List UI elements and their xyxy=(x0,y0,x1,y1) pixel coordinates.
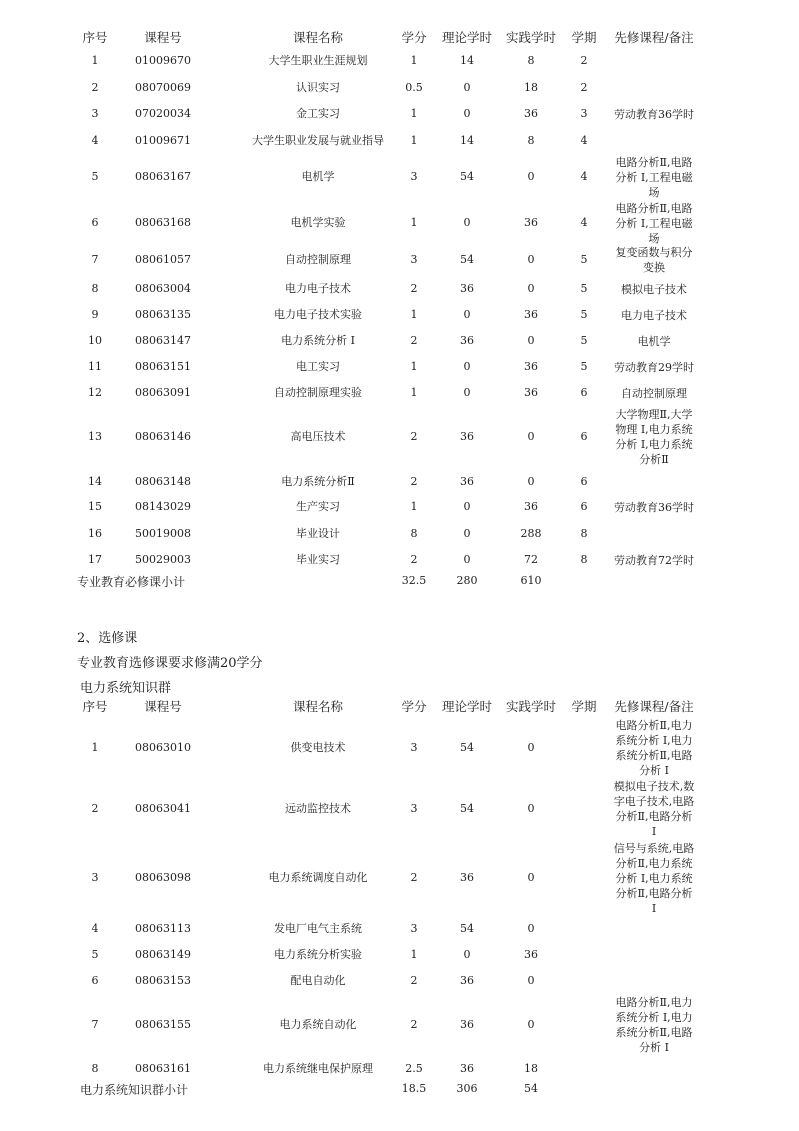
required-cell-credit: 1 xyxy=(410,54,418,67)
elective-header-0: 序号 xyxy=(82,699,108,714)
required-cell-theory: 0 xyxy=(463,107,471,120)
required-cell-practice: 8 xyxy=(527,54,535,67)
required-cell-code: 50019008 xyxy=(135,527,191,540)
required-cell-practice: 0 xyxy=(527,170,535,183)
required-cell-term: 5 xyxy=(580,334,588,347)
elective-cell-code: 08063098 xyxy=(135,871,191,884)
required-cell-no: 1 xyxy=(91,54,99,67)
required-cell-note xyxy=(604,334,704,349)
elective-cell-theory: 54 xyxy=(460,922,474,935)
note-line: 电路分析Ⅱ,电路 xyxy=(615,201,693,215)
note-line: 字电子技术,电路 xyxy=(613,795,695,808)
elective-cell-no: 5 xyxy=(91,948,99,961)
elective-cell-name: 电力系统调度自动化 xyxy=(268,871,368,884)
required-cell-practice: 36 xyxy=(524,360,538,373)
required-cell-name: 自动控制原理 xyxy=(285,253,351,266)
note-line: 分析Ⅱ,电力系统 xyxy=(615,856,693,870)
note-line: 物理 Ⅰ,电力系统 xyxy=(615,423,693,436)
required-cell-term: 8 xyxy=(580,553,588,566)
elective-cell-theory: 36 xyxy=(460,871,474,884)
required-cell-credit: 2 xyxy=(410,553,418,566)
elective-cell-credit: 3 xyxy=(410,741,418,754)
required-header-7: 先修课程/备注 xyxy=(614,30,694,45)
required-cell-name: 电机学 xyxy=(301,170,335,183)
required-cell-credit: 8 xyxy=(410,527,418,540)
required-cell-name: 认识实习 xyxy=(296,81,340,94)
required-cell-credit: 2 xyxy=(410,430,418,443)
note-line: 分析Ⅱ,电路分析 xyxy=(615,810,693,823)
required-cell-practice: 72 xyxy=(524,553,538,566)
note-line: 分析 Ⅰ,电力系统 xyxy=(615,871,693,885)
required-cell-code: 08063146 xyxy=(135,430,191,443)
required-cell-code: 07020034 xyxy=(135,107,191,120)
elective-cell-credit: 2.5 xyxy=(405,1062,423,1075)
required-cell-credit: 1 xyxy=(410,500,418,513)
elective-cell-name: 远动监控技术 xyxy=(285,802,351,815)
required-subtotal-practice: 610 xyxy=(520,574,542,587)
required-cell-no: 9 xyxy=(91,308,99,321)
elective-header-4: 理论学时 xyxy=(441,699,493,714)
elective-header-5: 实践学时 xyxy=(505,699,557,714)
elective-cell-note xyxy=(604,841,704,916)
elective-cell-code: 08063155 xyxy=(135,1018,191,1031)
required-cell-theory: 36 xyxy=(460,282,474,295)
elective-cell-theory: 0 xyxy=(463,948,471,961)
note-line: Ⅰ xyxy=(651,825,657,838)
required-cell-name: 电机学实验 xyxy=(290,216,346,229)
required-cell-term: 5 xyxy=(580,282,588,295)
required-cell-name: 毕业设计 xyxy=(296,527,340,540)
required-cell-no: 3 xyxy=(91,107,99,120)
required-cell-code: 08063135 xyxy=(135,308,191,321)
required-header-5: 实践学时 xyxy=(505,30,557,45)
required-cell-theory: 36 xyxy=(460,475,474,488)
note-line: 分析 Ⅰ,电力系统 xyxy=(615,438,693,451)
elective-cell-no: 8 xyxy=(91,1062,99,1075)
required-cell-credit: 0.5 xyxy=(405,81,423,94)
elective-subtotal-practice: 54 xyxy=(524,1082,538,1095)
required-cell-credit: 2 xyxy=(410,475,418,488)
required-cell-no: 4 xyxy=(91,134,99,147)
required-cell-credit: 2 xyxy=(410,282,418,295)
elective-cell-code: 08063010 xyxy=(135,741,191,754)
required-cell-note xyxy=(604,386,704,401)
required-cell-note xyxy=(604,308,704,323)
elective-cell-code: 08063149 xyxy=(135,948,191,961)
required-cell-code: 08143029 xyxy=(135,500,191,513)
note-line: 系统分析 Ⅰ,电力 xyxy=(615,1011,693,1024)
required-cell-code: 08063004 xyxy=(135,282,191,295)
elective-cell-name: 电力系统自动化 xyxy=(279,1018,357,1031)
required-cell-practice: 36 xyxy=(524,500,538,513)
note-line: 系统分析Ⅱ,电路 xyxy=(615,749,693,762)
note-line: 信号与系统,电路 xyxy=(613,841,695,855)
elective-cell-name: 供变电技术 xyxy=(290,741,346,754)
required-cell-theory: 14 xyxy=(460,54,474,67)
required-cell-code: 50029003 xyxy=(135,553,191,566)
elective-requirement: 专业教育选修课要求修满20学分 xyxy=(77,656,263,671)
required-cell-term: 6 xyxy=(580,475,588,488)
elective-cell-theory: 36 xyxy=(460,1018,474,1031)
required-cell-theory: 0 xyxy=(463,216,471,229)
elective-cell-practice: 0 xyxy=(527,922,535,935)
elective-cell-no: 2 xyxy=(91,802,99,815)
required-cell-name: 电工实习 xyxy=(296,360,340,373)
note-line: 电路分析Ⅱ,电力 xyxy=(615,719,693,732)
note-line: 劳动教育72学时 xyxy=(614,553,694,567)
elective-subtotal-credit: 18.5 xyxy=(401,1082,427,1095)
required-cell-term: 5 xyxy=(580,253,588,266)
elective-cell-theory: 54 xyxy=(460,802,474,815)
elective-cell-name: 发电厂电气主系统 xyxy=(274,922,362,935)
required-cell-credit: 2 xyxy=(410,334,418,347)
elective-cell-no: 4 xyxy=(91,922,99,935)
required-header-2: 课程名称 xyxy=(292,30,344,45)
note-line: 分析 Ⅰ xyxy=(639,764,669,777)
required-cell-term: 4 xyxy=(580,134,588,147)
note-line: 电路分析Ⅱ,电路 xyxy=(615,155,693,169)
required-cell-name: 毕业实习 xyxy=(296,553,340,566)
required-cell-code: 08063091 xyxy=(135,386,191,399)
note-line: 电机学 xyxy=(637,334,671,348)
required-cell-code: 08063147 xyxy=(135,334,191,347)
required-cell-practice: 0 xyxy=(527,475,535,488)
note-line: 分析Ⅱ,电路分析 xyxy=(615,886,693,900)
required-cell-term: 5 xyxy=(580,360,588,373)
required-cell-name: 电力系统分析 Ⅰ xyxy=(281,334,355,347)
required-header-4: 理论学时 xyxy=(441,30,493,45)
required-cell-theory: 0 xyxy=(463,81,471,94)
elective-section-title: 2、选修课 xyxy=(77,631,138,646)
required-cell-no: 13 xyxy=(88,430,102,443)
required-cell-credit: 1 xyxy=(410,360,418,373)
required-cell-name: 电力系统分析Ⅱ xyxy=(281,475,355,488)
elective-cell-name: 电力系统继电保护原理 xyxy=(263,1062,373,1075)
note-line: 模拟电子技术 xyxy=(621,282,687,296)
required-cell-name: 电力电子技术实验 xyxy=(274,308,362,321)
required-cell-credit: 3 xyxy=(410,253,418,266)
required-cell-name: 自动控制原理实验 xyxy=(274,386,362,399)
required-cell-credit: 1 xyxy=(410,308,418,321)
elective-cell-credit: 3 xyxy=(410,922,418,935)
note-line: 分析 Ⅰ xyxy=(639,1041,669,1054)
elective-group-title: 电力系统知识群 xyxy=(80,681,172,696)
required-cell-no: 14 xyxy=(88,475,102,488)
elective-cell-note xyxy=(604,779,704,839)
elective-cell-theory: 54 xyxy=(460,741,474,754)
elective-cell-note xyxy=(604,995,704,1055)
required-cell-no: 8 xyxy=(91,282,99,295)
elective-cell-credit: 2 xyxy=(410,871,418,884)
required-cell-name: 大学生职业发展与就业指导 xyxy=(252,134,384,147)
elective-cell-practice: 0 xyxy=(527,1018,535,1031)
required-cell-theory: 36 xyxy=(460,334,474,347)
required-cell-no: 7 xyxy=(91,253,99,266)
elective-header-6: 学期 xyxy=(571,699,597,714)
required-cell-practice: 0 xyxy=(527,430,535,443)
required-cell-note xyxy=(604,553,704,568)
required-subtotal-credit: 32.5 xyxy=(401,574,427,587)
note-line: 场 xyxy=(648,185,660,199)
required-cell-credit: 1 xyxy=(410,216,418,229)
required-cell-no: 5 xyxy=(91,170,99,183)
elective-cell-note xyxy=(604,718,704,778)
note-line: 变换 xyxy=(643,261,665,274)
required-cell-practice: 36 xyxy=(524,386,538,399)
elective-cell-code: 08063113 xyxy=(135,922,191,935)
note-line: 劳动教育36学时 xyxy=(614,500,694,514)
elective-cell-practice: 36 xyxy=(524,948,538,961)
elective-cell-practice: 0 xyxy=(527,974,535,987)
required-subtotal-theory: 280 xyxy=(456,574,478,587)
required-header-6: 学期 xyxy=(571,30,597,45)
required-cell-term: 5 xyxy=(580,308,588,321)
required-cell-note xyxy=(604,201,704,246)
elective-cell-credit: 1 xyxy=(410,948,418,961)
required-cell-note xyxy=(604,107,704,122)
required-cell-no: 17 xyxy=(88,553,102,566)
note-line: 劳动教育36学时 xyxy=(614,107,694,121)
note-line: 模拟电子技术,数 xyxy=(613,780,695,793)
elective-cell-code: 08063161 xyxy=(135,1062,191,1075)
note-line: 电力电子技术 xyxy=(621,308,687,322)
required-cell-theory: 0 xyxy=(463,308,471,321)
required-subtotal-label: 专业教育必修课小计 xyxy=(77,575,186,589)
required-cell-theory: 36 xyxy=(460,430,474,443)
note-line: 分析 Ⅰ,工程电磁 xyxy=(615,216,693,230)
note-line: 系统分析 Ⅰ,电力 xyxy=(615,734,693,747)
elective-cell-practice: 0 xyxy=(527,741,535,754)
elective-cell-name: 电力系统分析实验 xyxy=(274,948,362,961)
required-header-1: 课程号 xyxy=(144,30,182,45)
elective-cell-credit: 2 xyxy=(410,974,418,987)
required-cell-theory: 14 xyxy=(460,134,474,147)
required-cell-practice: 36 xyxy=(524,107,538,120)
elective-subtotal-theory: 306 xyxy=(456,1082,478,1095)
required-cell-code: 08063168 xyxy=(135,216,191,229)
required-cell-term: 6 xyxy=(580,500,588,513)
required-cell-note xyxy=(604,360,704,375)
required-cell-note xyxy=(604,282,704,297)
elective-cell-no: 1 xyxy=(91,741,99,754)
note-line: 分析Ⅱ xyxy=(639,453,669,466)
required-cell-code: 08061057 xyxy=(135,253,191,266)
note-line: 复变函数与积分 xyxy=(615,246,693,259)
required-cell-code: 01009670 xyxy=(135,54,191,67)
note-line: 分析 Ⅰ,工程电磁 xyxy=(615,170,693,184)
required-cell-theory: 0 xyxy=(463,386,471,399)
required-cell-note xyxy=(604,245,704,275)
required-cell-credit: 1 xyxy=(410,134,418,147)
required-cell-practice: 18 xyxy=(524,81,538,94)
required-cell-theory: 0 xyxy=(463,500,471,513)
note-line: 场 xyxy=(648,231,660,245)
required-cell-no: 2 xyxy=(91,81,99,94)
required-cell-term: 4 xyxy=(580,216,588,229)
note-line: Ⅰ xyxy=(651,901,657,915)
required-cell-practice: 8 xyxy=(527,134,535,147)
required-header-3: 学分 xyxy=(401,30,427,45)
required-cell-no: 15 xyxy=(88,500,102,513)
required-cell-theory: 0 xyxy=(463,360,471,373)
elective-cell-practice: 0 xyxy=(527,871,535,884)
required-cell-name: 高电压技术 xyxy=(290,430,346,443)
required-cell-code: 08063148 xyxy=(135,475,191,488)
elective-header-1: 课程号 xyxy=(144,699,182,714)
required-cell-name: 生产实习 xyxy=(296,500,340,513)
required-cell-term: 4 xyxy=(580,170,588,183)
note-line: 劳动教育29学时 xyxy=(614,360,694,374)
required-cell-credit: 1 xyxy=(410,386,418,399)
elective-header-7: 先修课程/备注 xyxy=(614,699,694,714)
required-cell-practice: 36 xyxy=(524,308,538,321)
required-cell-term: 6 xyxy=(580,430,588,443)
required-cell-note xyxy=(604,155,704,200)
required-cell-term: 3 xyxy=(580,107,588,120)
required-cell-name: 金工实习 xyxy=(296,107,340,120)
elective-cell-credit: 2 xyxy=(410,1018,418,1031)
required-cell-practice: 0 xyxy=(527,253,535,266)
elective-cell-practice: 18 xyxy=(524,1062,538,1075)
elective-cell-no: 3 xyxy=(91,871,99,884)
required-cell-practice: 0 xyxy=(527,282,535,295)
required-cell-credit: 1 xyxy=(410,107,418,120)
required-cell-no: 12 xyxy=(88,386,102,399)
required-cell-practice: 288 xyxy=(520,527,542,540)
required-cell-theory: 0 xyxy=(463,553,471,566)
required-cell-practice: 0 xyxy=(527,334,535,347)
required-cell-name: 大学生职业生涯规划 xyxy=(268,54,368,67)
elective-header-3: 学分 xyxy=(401,699,427,714)
required-cell-theory: 0 xyxy=(463,527,471,540)
required-cell-code: 08063151 xyxy=(135,360,191,373)
required-header-0: 序号 xyxy=(82,30,108,45)
elective-cell-practice: 0 xyxy=(527,802,535,815)
required-cell-theory: 54 xyxy=(460,253,474,266)
required-cell-no: 6 xyxy=(91,216,99,229)
required-cell-practice: 36 xyxy=(524,216,538,229)
required-cell-note xyxy=(604,407,704,467)
elective-cell-credit: 3 xyxy=(410,802,418,815)
elective-cell-name: 配电自动化 xyxy=(290,974,346,987)
note-line: 大学物理Ⅱ,大学 xyxy=(615,408,693,421)
note-line: 自动控制原理 xyxy=(621,386,687,400)
required-cell-theory: 54 xyxy=(460,170,474,183)
required-cell-no: 10 xyxy=(88,334,102,347)
elective-cell-theory: 36 xyxy=(460,974,474,987)
elective-cell-code: 08063041 xyxy=(135,802,191,815)
required-cell-credit: 3 xyxy=(410,170,418,183)
required-cell-term: 2 xyxy=(580,54,588,67)
required-cell-code: 08070069 xyxy=(135,81,191,94)
note-line: 电路分析Ⅱ,电力 xyxy=(615,996,693,1009)
required-cell-term: 2 xyxy=(580,81,588,94)
elective-cell-no: 7 xyxy=(91,1018,99,1031)
elective-header-2: 课程名称 xyxy=(292,699,344,714)
required-cell-no: 16 xyxy=(88,527,102,540)
required-cell-note xyxy=(604,500,704,515)
note-line: 系统分析Ⅱ,电路 xyxy=(615,1026,693,1039)
required-cell-no: 11 xyxy=(88,360,102,373)
required-cell-term: 8 xyxy=(580,527,588,540)
elective-cell-theory: 36 xyxy=(460,1062,474,1075)
required-cell-code: 08063167 xyxy=(135,170,191,183)
required-cell-code: 01009671 xyxy=(135,134,191,147)
elective-cell-code: 08063153 xyxy=(135,974,191,987)
elective-cell-no: 6 xyxy=(91,974,99,987)
required-cell-term: 6 xyxy=(580,386,588,399)
elective-subtotal-label: 电力系统知识群小计 xyxy=(80,1083,189,1097)
required-cell-name: 电力电子技术 xyxy=(285,282,351,295)
